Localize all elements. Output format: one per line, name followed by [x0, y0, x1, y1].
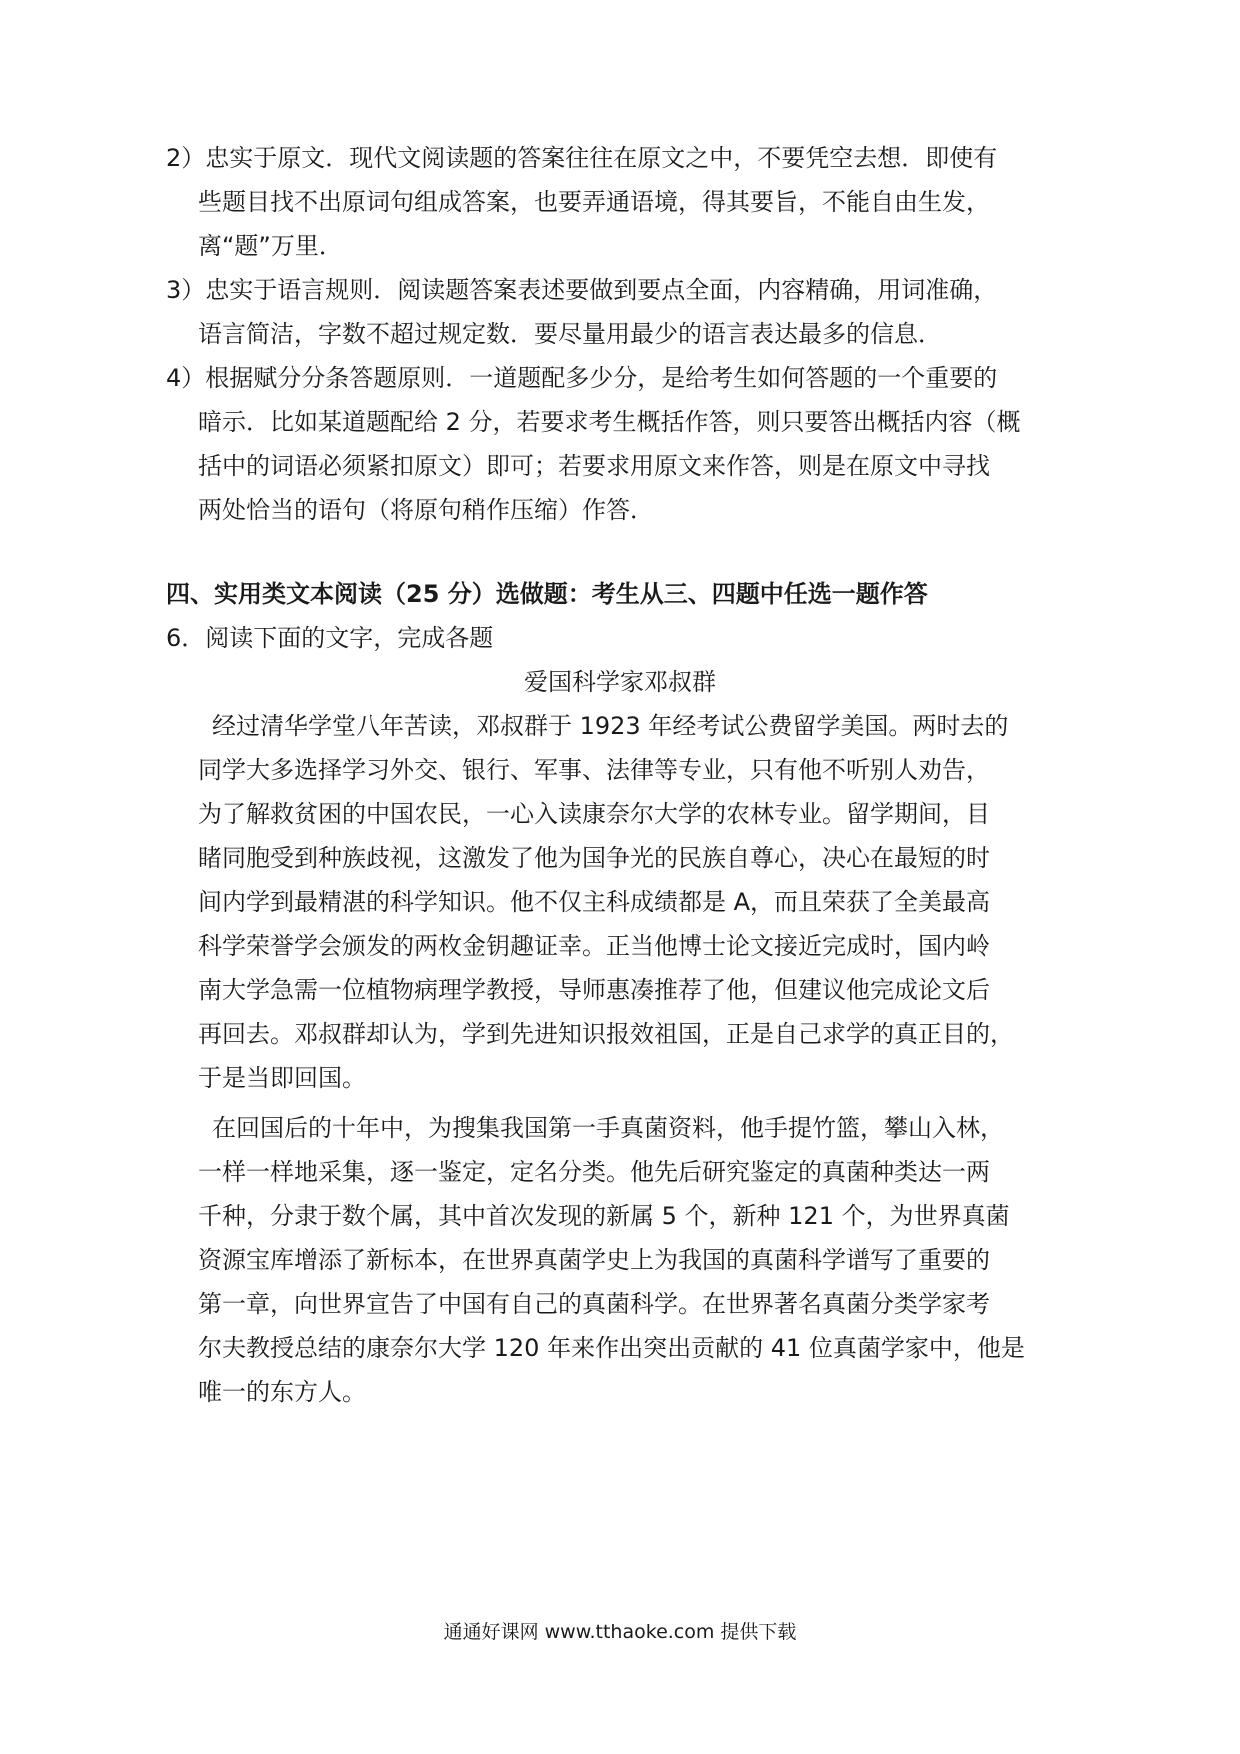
question-6-prompt: 6．阅读下面的文字，完成各题 — [166, 624, 494, 652]
article-para-2-line: 唯一的东方人。 — [198, 1378, 366, 1406]
article-para-2-line: 资源宝库增添了新标本，在世界真菌学史上为我国的真菌科学谱写了重要的 — [198, 1246, 990, 1274]
page-footer: 通通好课网 www.tthaoke.com 提供下载 — [443, 1621, 797, 1643]
tip-item-4-line-1: 4）根据赋分分条答题原则．一道题配多少分，是给考生如何答题的一个重要的 — [166, 364, 998, 392]
article-para-1-line: 科学荣誉学会颁发的两枚金钥趣证幸。正当他博士论文接近完成时，国内岭 — [198, 932, 990, 960]
article-title: 爱国科学家邓叔群 — [524, 668, 716, 696]
article-para-2-line: 一样一样地采集，逐一鉴定，定名分类。他先后研究鉴定的真菌种类达一两 — [198, 1158, 990, 1186]
tip-item-3-line-2: 语言简洁，字数不超过规定数．要尽量用最少的语言表达最多的信息． — [198, 320, 942, 348]
tip-item-4-line-2: 暗示．比如某道题配给 2 分，若要求考生概括作答，则只要答出概括内容（概 — [198, 408, 1021, 436]
article-para-1-line: 为了解救贫困的中国农民，一心入读康奈尔大学的农林专业。留学期间，目 — [198, 800, 990, 828]
tip-item-2-line-3: 离“题”万里． — [198, 232, 343, 260]
tip-item-3-line-1: 3）忠实于语言规则．阅读题答案表述要做到要点全面，内容精确，用词准确， — [166, 276, 998, 304]
article-para-1-line: 经过清华学堂八年苦读，邓叔群于 1923 年经考试公费留学美国。两时去的 — [212, 712, 1009, 740]
article-para-1-line: 南大学急需一位植物病理学教授，导师惠凑推荐了他，但建议他完成论文后 — [198, 976, 990, 1004]
article-para-1-line: 再回去。邓叔群却认为，学到先进知识报效祖国，正是自己求学的真正目的， — [198, 1020, 1014, 1048]
tip-item-2-line-2: 些题目找不出原词句组成答案，也要弄通语境，得其要旨，不能自由生发， — [198, 188, 990, 216]
article-para-2-line: 第一章，向世界宣告了中国有自己的真菌科学。在世界著名真菌分类学家考 — [198, 1290, 990, 1318]
article-para-1-line: 于是当即回国。 — [198, 1064, 366, 1092]
tip-item-4-line-3: 括中的词语必须紧扣原文）即可；若要求用原文来作答，则是在原文中寻找 — [198, 452, 990, 480]
article-para-1-line: 同学大多选择学习外交、银行、军事、法律等专业，只有他不听别人劝告， — [198, 756, 990, 784]
article-para-2-line: 千种，分隶于数个属，其中首次发现的新属 5 个，新种 121 个，为世界真菌 — [198, 1202, 1010, 1230]
section-4-heading: 四、实用类文本阅读（25 分）选做题：考生从三、四题中任选一题作答 — [166, 580, 928, 608]
article-para-2-line: 尔夫教授总结的康奈尔大学 120 年来作出突出贡献的 41 位真菌学家中，他是 — [198, 1334, 1025, 1362]
article-para-2-line: 在回国后的十年中，为搜集我国第一手真菌资料，他手提竹篮，攀山入林， — [212, 1114, 1004, 1142]
article-para-1-line: 间内学到最精湛的科学知识。他不仅主科成绩都是 A，而且荣获了全美最高 — [198, 888, 991, 916]
tip-item-4-line-4: 两处恰当的语句（将原句稍作压缩）作答． — [198, 496, 654, 524]
article-para-1-line: 睹同胞受到种族歧视，这激发了他为国争光的民族自尊心，决心在最短的时 — [198, 844, 990, 872]
tip-item-2-line-1: 2）忠实于原文．现代文阅读题的答案往往在原文之中，不要凭空去想．即使有 — [166, 144, 998, 172]
